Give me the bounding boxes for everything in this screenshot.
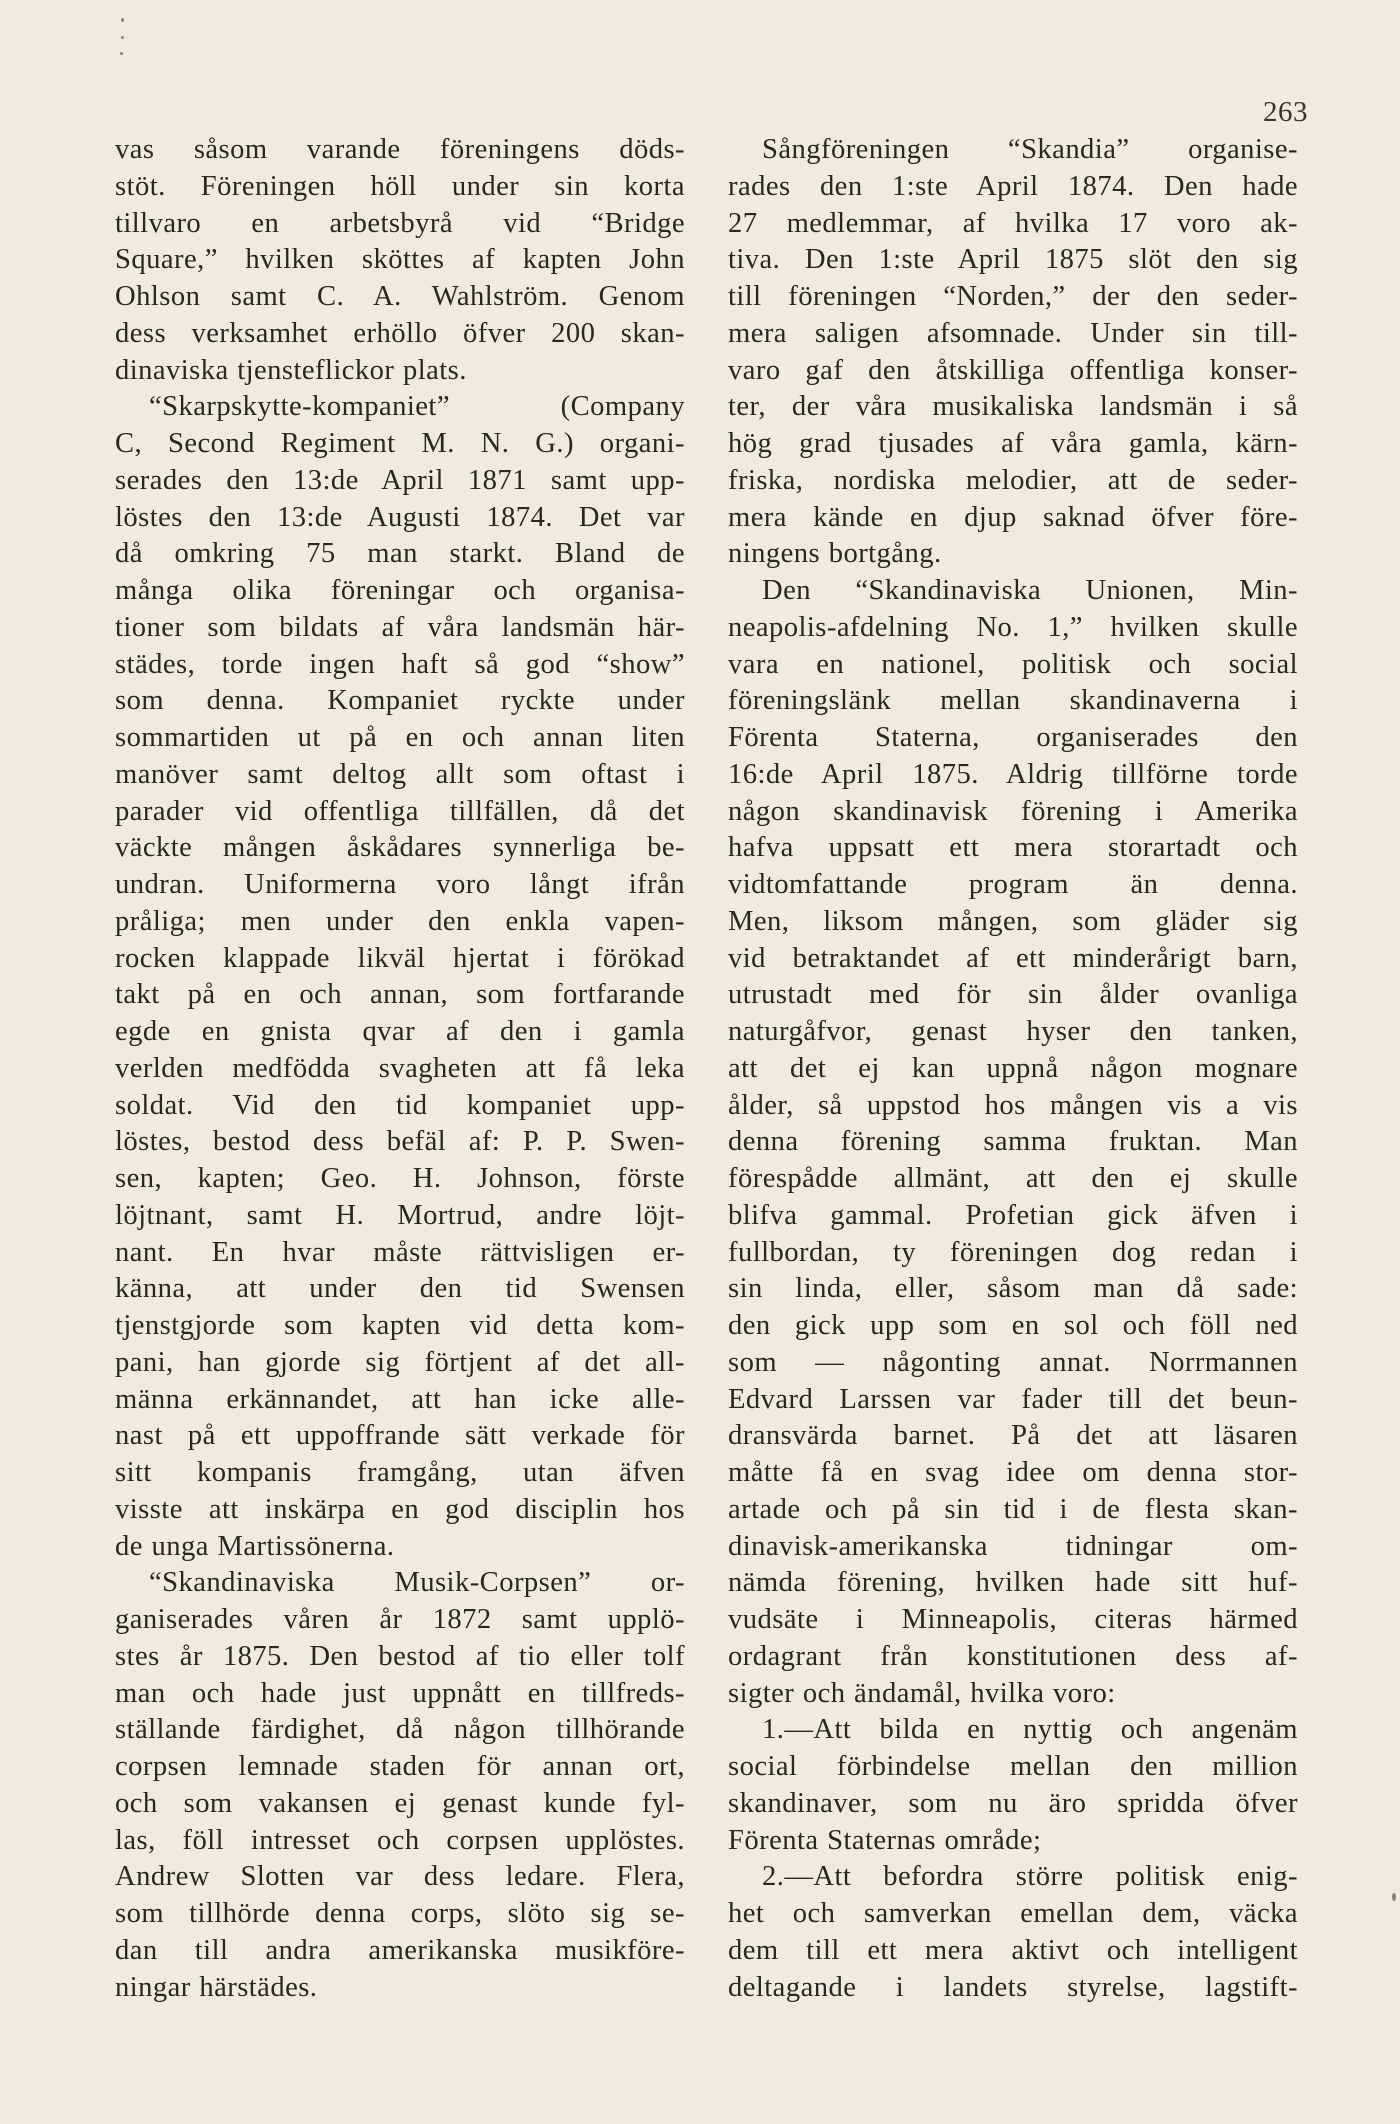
text-line: verlden medfödda svagheten att få leka: [115, 1052, 685, 1084]
text-line: undran. Uniformerna voro långt ifrån: [115, 869, 685, 900]
text-line: och som vakansen ej genast kunde fyl-: [115, 1787, 685, 1819]
text-line: 16:de April 1875. Aldrig tillförne torde: [728, 758, 1298, 790]
text-line: Edvard Larssen var fader till det beun-: [728, 1383, 1298, 1415]
text-line: egde en gnista qvar af den i gamla: [115, 1016, 685, 1047]
text-line: männa erkännandet, att han icke alle-: [115, 1383, 685, 1415]
text-line: rocken klappade likväl hjertat i förökad: [115, 942, 685, 974]
text-line: pani, han gjorde sig förtjent af det all-: [115, 1346, 685, 1378]
text-line: som tillhörde denna corps, slöto sig se-: [115, 1898, 685, 1929]
text-line: som — någonting annat. Norrmannen: [728, 1346, 1298, 1378]
text-line: serades den 13:de April 1871 samt upp-: [115, 464, 685, 496]
text-line: hög grad tjusades af våra gamla, kärn-: [728, 428, 1298, 459]
text-line: sigter och ändamål, hvilka voro:: [728, 1677, 1116, 1709]
text-line: mera kände en djup saknad öfver före-: [728, 501, 1298, 533]
text-line: dinaviska tjensteflickor plats.: [115, 354, 467, 386]
text-line: hafva uppsatt ett mera storartadt och: [728, 832, 1298, 864]
text-line: neapolis-afdelning No. 1,” hvilken skulle: [728, 611, 1298, 643]
scan-speck: [121, 18, 124, 22]
text-line: Square,” hvilken sköttes af kapten John: [115, 244, 685, 276]
text-line: Sångföreningen “Skandia” organise-: [762, 134, 1298, 165]
text-line: skandinaver, som nu äro spridda öfver: [728, 1787, 1298, 1819]
text-line: 2.—Att befordra större politisk enig-: [762, 1861, 1298, 1893]
text-line: stöt. Föreningen höll under sin korta: [115, 170, 685, 202]
text-line: soldat. Vid den tid kompaniet upp-: [115, 1089, 685, 1121]
text-line: sin linda, eller, såsom man då sade:: [728, 1273, 1298, 1305]
text-line: 1.—Att bilda en nyttig och angenäm: [762, 1714, 1298, 1746]
text-line: löstes, bestod dess befäl af: P. P. Swen-: [115, 1126, 685, 1158]
text-line: mera saligen afsomnade. Under sin till-: [728, 317, 1298, 349]
text-line: då omkring 75 man starkt. Bland de: [115, 538, 685, 570]
text-line: nant. En hvar måste rättvisligen er-: [115, 1236, 685, 1268]
text-line: ningar härstädes.: [115, 1971, 318, 2003]
text-line: tjenstgjorde som kapten vid detta kom-: [115, 1310, 685, 1341]
text-line: någon skandinavisk förening i Amerika: [728, 795, 1298, 827]
text-line: de unga Martissönerna.: [115, 1530, 395, 1562]
text-line: naturgåfvor, genast hyser den tanken,: [728, 1016, 1298, 1047]
text-line: tiva. Den 1:ste April 1875 slöt den sig: [728, 244, 1298, 276]
text-line: som denna. Kompaniet ryckte under: [115, 685, 685, 717]
text-line: Förenta Staternas område;: [728, 1824, 1042, 1856]
text-line: het och samverkan emellan dem, väcka: [728, 1898, 1298, 1929]
text-line: vidtomfattande program än denna.: [728, 869, 1298, 900]
text-line: sitt kompanis framgång, utan äfven: [115, 1457, 685, 1488]
text-line: las, föll intresset och corpsen upplöstes.: [115, 1824, 685, 1856]
text-line: stes år 1875. Den bestod af tio eller tolf: [115, 1640, 685, 1672]
text-line: Förenta Staterna, organiserades den: [728, 722, 1298, 753]
text-line: tillvaro en arbetsbyrå vid “Bridge: [115, 207, 685, 239]
text-line: “Skandinaviska Musik-Corpsen” or-: [149, 1567, 685, 1599]
text-line: dransvärda barnet. På det att läsaren: [728, 1420, 1298, 1452]
text-line: pråliga; men under den enkla vapen-: [115, 905, 685, 937]
text-line: den gick upp som en sol och föll ned: [728, 1310, 1298, 1341]
right-text-column: [728, 132, 1298, 2006]
text-line: “Skarpskytte-kompaniet” (Company: [149, 391, 685, 423]
text-line: vid betraktandet af ett minderårigt barn,: [728, 942, 1298, 974]
text-line: löjtnant, samt H. Mortrud, andre löjt-: [115, 1199, 685, 1231]
scan-speck: [121, 36, 124, 39]
text-line: ställande färdighet, då någon tillhörande: [115, 1714, 685, 1746]
text-line: sen, kapten; Geo. H. Johnson, förste: [115, 1163, 685, 1194]
text-line: vas såsom varande föreningens döds-: [115, 134, 685, 165]
text-line: parader vid offentliga tillfällen, då det: [115, 795, 685, 827]
text-line: takt på en och annan, som fortfarande: [115, 979, 685, 1011]
text-line: rades den 1:ste April 1874. Den hade: [728, 170, 1298, 202]
text-line: tioner som bildats af våra landsmän här-: [115, 611, 685, 643]
text-line: till föreningen “Norden,” der den seder-: [728, 281, 1298, 312]
text-line: deltagande i landets styrelse, lagstift-: [728, 1971, 1298, 2003]
text-line: social förbindelse mellan den million: [728, 1751, 1298, 1782]
text-line: utrustadt med för sin ålder ovanliga: [728, 979, 1298, 1011]
left-text-column: [115, 132, 685, 2006]
text-line: vara en nationel, politisk och social: [728, 648, 1298, 680]
text-line: artade och på sin tid i de flesta skan-: [728, 1493, 1298, 1525]
text-line: måtte få en svag idee om denna stor-: [728, 1457, 1298, 1488]
text-line: Ohlson samt C. A. Wahlström. Genom: [115, 281, 685, 312]
text-line: löstes den 13:de Augusti 1874. Det var: [115, 501, 685, 533]
text-line: varo gaf den åtskilliga offentliga konser-: [728, 354, 1298, 386]
text-line: Andrew Slotten var dess ledare. Flera,: [115, 1861, 685, 1893]
text-line: corpsen lemnade staden för annan ort,: [115, 1751, 685, 1782]
text-line: dinavisk-amerikanska tidningar om-: [728, 1530, 1298, 1562]
text-line: ålder, så uppstod hos mången vis a vis: [728, 1089, 1298, 1121]
text-line: känna, att under den tid Swensen: [115, 1273, 685, 1305]
text-line: ter, der våra musikaliska landsmän i så: [728, 391, 1298, 423]
text-line: väckte mången åskådares synnerliga be-: [115, 832, 685, 864]
text-line: visste att inskärpa en god disciplin hos: [115, 1493, 685, 1525]
text-line: föreningslänk mellan skandinaverna i: [728, 685, 1298, 717]
scan-speck: [120, 52, 123, 55]
text-line: ningens bortgång.: [728, 538, 942, 570]
text-line: fullbordan, ty föreningen dog redan i: [728, 1236, 1298, 1268]
text-line: 27 medlemmar, af hvilka 17 voro ak-: [728, 207, 1298, 239]
text-line: denna förening samma fruktan. Man: [728, 1126, 1298, 1158]
text-line: förespådde allmänt, att den ej skulle: [728, 1163, 1298, 1194]
text-line: Den “Skandinaviska Unionen, Min-: [762, 575, 1298, 606]
text-line: vudsäte i Minneapolis, citeras härmed: [728, 1604, 1298, 1635]
text-line: att det ej kan uppnå någon mognare: [728, 1052, 1298, 1084]
text-line: man och hade just uppnått en tillfreds-: [115, 1677, 685, 1709]
text-line: dem till ett mera aktivt och intelligent: [728, 1934, 1298, 1966]
text-line: sommartiden ut på en och annan liten: [115, 722, 685, 753]
text-line: nast på ett uppoffrande sätt verkade för: [115, 1420, 685, 1452]
text-line: ganiserades våren år 1872 samt upplö-: [115, 1604, 685, 1635]
text-line: manöver samt deltog allt som oftast i: [115, 758, 685, 790]
page-number: 263: [1263, 96, 1308, 128]
text-line: många olika föreningar och organisa-: [115, 575, 685, 606]
text-line: C, Second Regiment M. N. G.) organi-: [115, 428, 685, 459]
text-line: ordagrant från konstitutionen dess af-: [728, 1640, 1298, 1672]
scan-speck: [1392, 1893, 1396, 1901]
text-line: nämda förening, hvilken hade sitt huf-: [728, 1567, 1298, 1599]
text-line: blifva gammal. Profetian gick äfven i: [728, 1199, 1298, 1231]
text-line: Men, liksom mången, som gläder sig: [728, 905, 1298, 937]
text-line: dess verksamhet erhöllo öfver 200 skan-: [115, 317, 685, 349]
text-line: städes, torde ingen haft så god “show”: [115, 648, 685, 680]
text-line: friska, nordiska melodier, att de seder-: [728, 464, 1298, 496]
text-line: dan till andra amerikanska musikföre-: [115, 1934, 685, 1966]
